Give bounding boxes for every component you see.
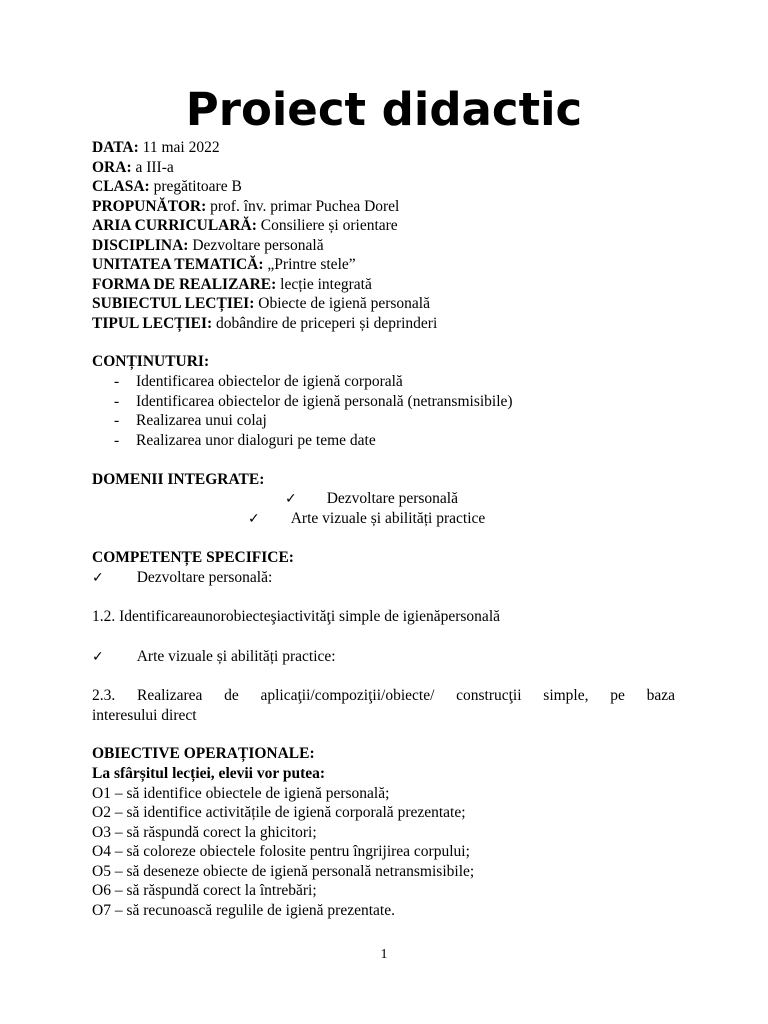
checkmark-icon: ✓ (285, 491, 297, 507)
section-heading-competente: COMPETENȚE SPECIFICE: (92, 549, 294, 566)
field-value: dobândire de priceperi și deprinderi (212, 314, 438, 332)
field-propunator (92, 197, 399, 217)
field-ora (92, 158, 174, 178)
field-label: DISCIPLINA: (92, 236, 189, 254)
list-item: - Identificarea obiectelor de igienă corporală (114, 373, 403, 390)
list-item: O3 – să răspundă corect la ghicitori; (92, 823, 317, 841)
field-subiectul-lectiei (92, 294, 430, 314)
field-value: Dezvoltare personală (188, 236, 324, 254)
field-label: UNITATEA TEMATICĂ: (92, 256, 264, 273)
dash-bullet: - (114, 373, 120, 390)
field-aria-curriculara (92, 216, 398, 236)
field-label: DATA: (92, 139, 139, 156)
list-item: O4 – să coloreze obiectele folosite pentru îngrijirea corpului; (92, 843, 470, 860)
field-label: ARIA CURRICULARĂ: (92, 217, 257, 234)
list-item: O1 – să identifice obiectele de igienă personală; (92, 784, 390, 802)
list-item: - Realizarea unui colaj (114, 412, 267, 429)
field-value: 11 mai 2022 (138, 139, 220, 156)
competency-item: 1.2. Identificareaunorobiecteşiactivităţi simple de igienăpersonală (92, 608, 501, 625)
list-item: ✓ Dezvoltare personală (285, 489, 458, 510)
field-label: PROPUNĂTOR: (92, 197, 207, 215)
section-heading-continuturi: CONȚINUTURI: (92, 353, 210, 370)
list-item: - Realizarea unor dialoguri pe teme date (114, 431, 376, 449)
dash-bullet: - (114, 412, 120, 429)
obiective-intro: La sfârșitul lecției, elevii vor putea: (92, 765, 326, 782)
dash-bullet: - (114, 431, 120, 449)
competency-group-title: ✓ Dezvoltare personală: (92, 568, 272, 589)
list-item: ✓ Arte vizuale și abilități practice (248, 509, 485, 530)
dash-bullet: - (114, 392, 120, 410)
section-heading-obiective: OBIECTIVE OPERAȚIONALE: (92, 745, 315, 762)
checkmark-icon: ✓ (248, 511, 260, 527)
competency-item-continuation: interesului direct (92, 707, 197, 724)
field-value: Consiliere și orientare (256, 217, 398, 234)
field-unitatea-tematica (92, 255, 356, 275)
field-value: prof. înv. primar Puchea Dorel (206, 197, 400, 215)
competency-item: 2.3. Realizarea de aplicaţii/compoziţii/obiecte/ construcţii simple, pe baza (92, 687, 675, 704)
field-disciplina (92, 236, 324, 256)
field-label: CLASA: (92, 178, 150, 195)
checkmark-icon: ✓ (92, 570, 104, 586)
field-value: Obiecte de igienă personală (254, 295, 430, 312)
field-forma-de-realizare (92, 275, 372, 295)
checkmark-icon: ✓ (92, 649, 104, 665)
list-item: O6 – să răspundă corect la întrebări; (92, 882, 317, 899)
field-value: a III-a (131, 158, 174, 176)
field-clasa (92, 177, 242, 197)
field-label: TIPUL LECȚIEI: (92, 314, 213, 332)
page-title: Proiect didactic (185, 83, 583, 136)
list-item: O5 – să deseneze obiecte de igienă personală netransmisibile; (92, 862, 475, 880)
field-data (92, 138, 220, 158)
page-number: 1 (380, 947, 388, 962)
field-value: lecție integrată (276, 275, 372, 293)
field-label: FORMA DE REALIZARE: (92, 275, 277, 293)
list-item: - Identificarea obiectelor de igienă personală (netransmisibile) (114, 392, 513, 410)
field-value: pregătitoare B (149, 178, 242, 195)
list-item: O7 – să recunoască regulile de igienă prezentate. (92, 901, 395, 919)
field-tipul-lectiei (92, 314, 437, 334)
field-label: ORA: (92, 158, 132, 176)
section-heading-domenii: DOMENII INTEGRATE: (92, 471, 265, 488)
field-label: SUBIECTUL LECȚIEI: (92, 295, 255, 312)
field-value: „Printre stele” (263, 256, 356, 273)
list-item: O2 – să identifice activitățile de igienă corporală prezentate; (92, 804, 466, 821)
competency-group-title: ✓ Arte vizuale și abilități practice: (92, 647, 336, 668)
